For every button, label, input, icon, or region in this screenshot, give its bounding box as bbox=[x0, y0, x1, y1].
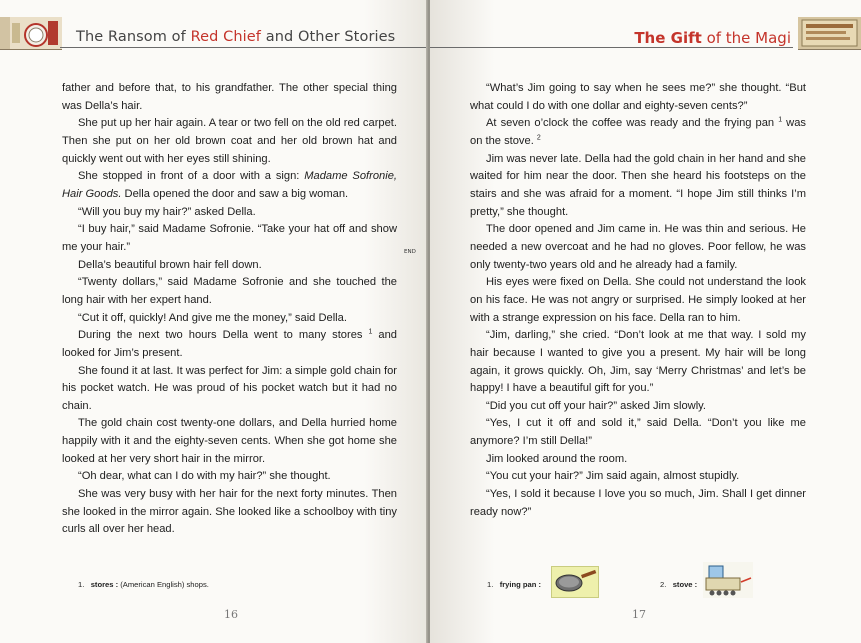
right-page-body bbox=[470, 80, 806, 521]
paragraph: Della’s beautiful brown hair fell down. bbox=[78, 258, 262, 271]
paragraph: At seven o’clock the coffee was ready and the frying pan $^1$ was on the stove. $^2$ bbox=[470, 116, 806, 147]
footnote-marker: 1 bbox=[368, 328, 373, 336]
paragraph: “Yes, I cut it off and sold it,” said Della. “Don’t you like me anymore? I’m still Della!” bbox=[470, 417, 806, 448]
paragraph: “Twenty dollars,” said Madame Sofronie and she touched the long hair with her expert hand. bbox=[62, 276, 397, 306]
paragraph: She put up her hair again. A tear or two fell on the old red carpet. Then she put on her old brown coat and her old brown hat and quickly went out with her eyes still shining. bbox=[62, 117, 397, 165]
paragraph: “Jim, darling,” she cried. “Don’t look at me that way. I sold my hair because I wanted to give you a present. My hair will be long again, it grows quickly. Oh, Jim, say ‘Merry Christmas’ and let’s be happy! I have a beautiful gift for you.” bbox=[470, 329, 806, 395]
paragraph: She stopped in front of a door with a sign: Madame Sofronie, Hair Goods. Della opened the door and saw a big woman. bbox=[62, 170, 397, 200]
paragraph: “Oh dear, what can I do with my hair?” she thought. bbox=[78, 470, 331, 483]
right-page bbox=[430, 0, 861, 643]
paragraph: She was very busy with her hair for the next forty minutes. Then she looked in the mirror again. She looked like a schoolboy with tiny curls all over her head. bbox=[62, 488, 397, 536]
paragraph: “Will you buy my hair?” asked Della. bbox=[78, 205, 256, 218]
paragraph: Jim was never late. Della had the gold chain in her hand and she waited for him near the door. Then she heard his footsteps on the stairs and she was afraid for a moment. “I hope Jim still thinks I’m pretty,” she thought. bbox=[470, 152, 806, 218]
left-page bbox=[0, 0, 428, 643]
page-number-left: 16 bbox=[224, 608, 238, 621]
paragraph: “Did you cut off your hair?” asked Jim slowly. bbox=[486, 399, 707, 412]
frying-pan-icon bbox=[551, 566, 599, 598]
header-rule bbox=[430, 47, 793, 48]
paragraph: The door opened and Jim came in. He was thin and serious. He needed a new overcoat and he had no gloves. Poor fellow, he was only twenty-two years old and he already had a family. bbox=[470, 223, 806, 271]
footnote-frying-pan: 1. frying pan : bbox=[487, 580, 542, 589]
page-number-right: 17 bbox=[632, 608, 646, 621]
footnote-marker: 2 bbox=[536, 134, 541, 142]
header-thumbnail-left bbox=[0, 17, 62, 50]
left-page-body bbox=[62, 80, 397, 539]
paragraph: The gold chain cost twenty-one dollars, and Della hurried home happily with it and the eighty-seven cents. When she got home she looked at her very short hair in the mirror. bbox=[62, 417, 397, 465]
end-marker: END bbox=[404, 249, 416, 255]
stove-icon bbox=[703, 562, 753, 598]
footnote-marker: 1 bbox=[778, 116, 783, 124]
running-header-story-title: The Gift of the Magi bbox=[634, 29, 791, 47]
paragraph: His eyes were fixed on Della. She could not understand the look on his face. He was not angry or surprised. He simply looked at her with a strange expression on his face. Della ran to him. bbox=[470, 276, 806, 324]
paragraph: Jim looked around the room. bbox=[486, 452, 628, 465]
paragraph: “Cut it off, quickly! And give me the money,” said Della. bbox=[78, 311, 347, 324]
paragraph: “You cut your hair?” Jim said again, almost stupidly. bbox=[486, 470, 740, 483]
shop-sign-icon bbox=[798, 17, 861, 49]
header-thumbnail-right bbox=[798, 17, 861, 50]
paragraph: “What’s Jim going to say when he sees me?” she thought. “But what could I do with one dollar and eighty-seven cents?” bbox=[470, 82, 806, 112]
footnote-stove: 2. stove : bbox=[660, 580, 698, 589]
paragraph: father and before that, to his grandfather. The other special thing was Della’s hair. bbox=[62, 82, 397, 112]
paragraph: “Yes, I sold it because I love you so much, Jim. Shall I get dinner ready now?” bbox=[470, 488, 806, 518]
sign-text: Madame Sofronie, Hair Goods. bbox=[62, 170, 397, 200]
paragraph: During the next two hours Della went to many stores $^1$ and looked for Jim’s present. bbox=[62, 328, 397, 359]
paragraph: “I buy hair,” said Madame Sofronie. “Take your hat off and show me your hair.” bbox=[62, 223, 397, 253]
footnote-stores: 1. stores : (American English) shops. bbox=[78, 580, 209, 589]
clock-icon bbox=[0, 17, 62, 49]
header-rule bbox=[60, 47, 428, 48]
running-header-book-title: The Ransom of Red Chief and Other Stories bbox=[76, 29, 396, 45]
paragraph: She found it at last. It was perfect for Jim: a simple gold chain for his pocket watch. He was proud of his pocket watch but it had no chain. bbox=[62, 364, 397, 412]
